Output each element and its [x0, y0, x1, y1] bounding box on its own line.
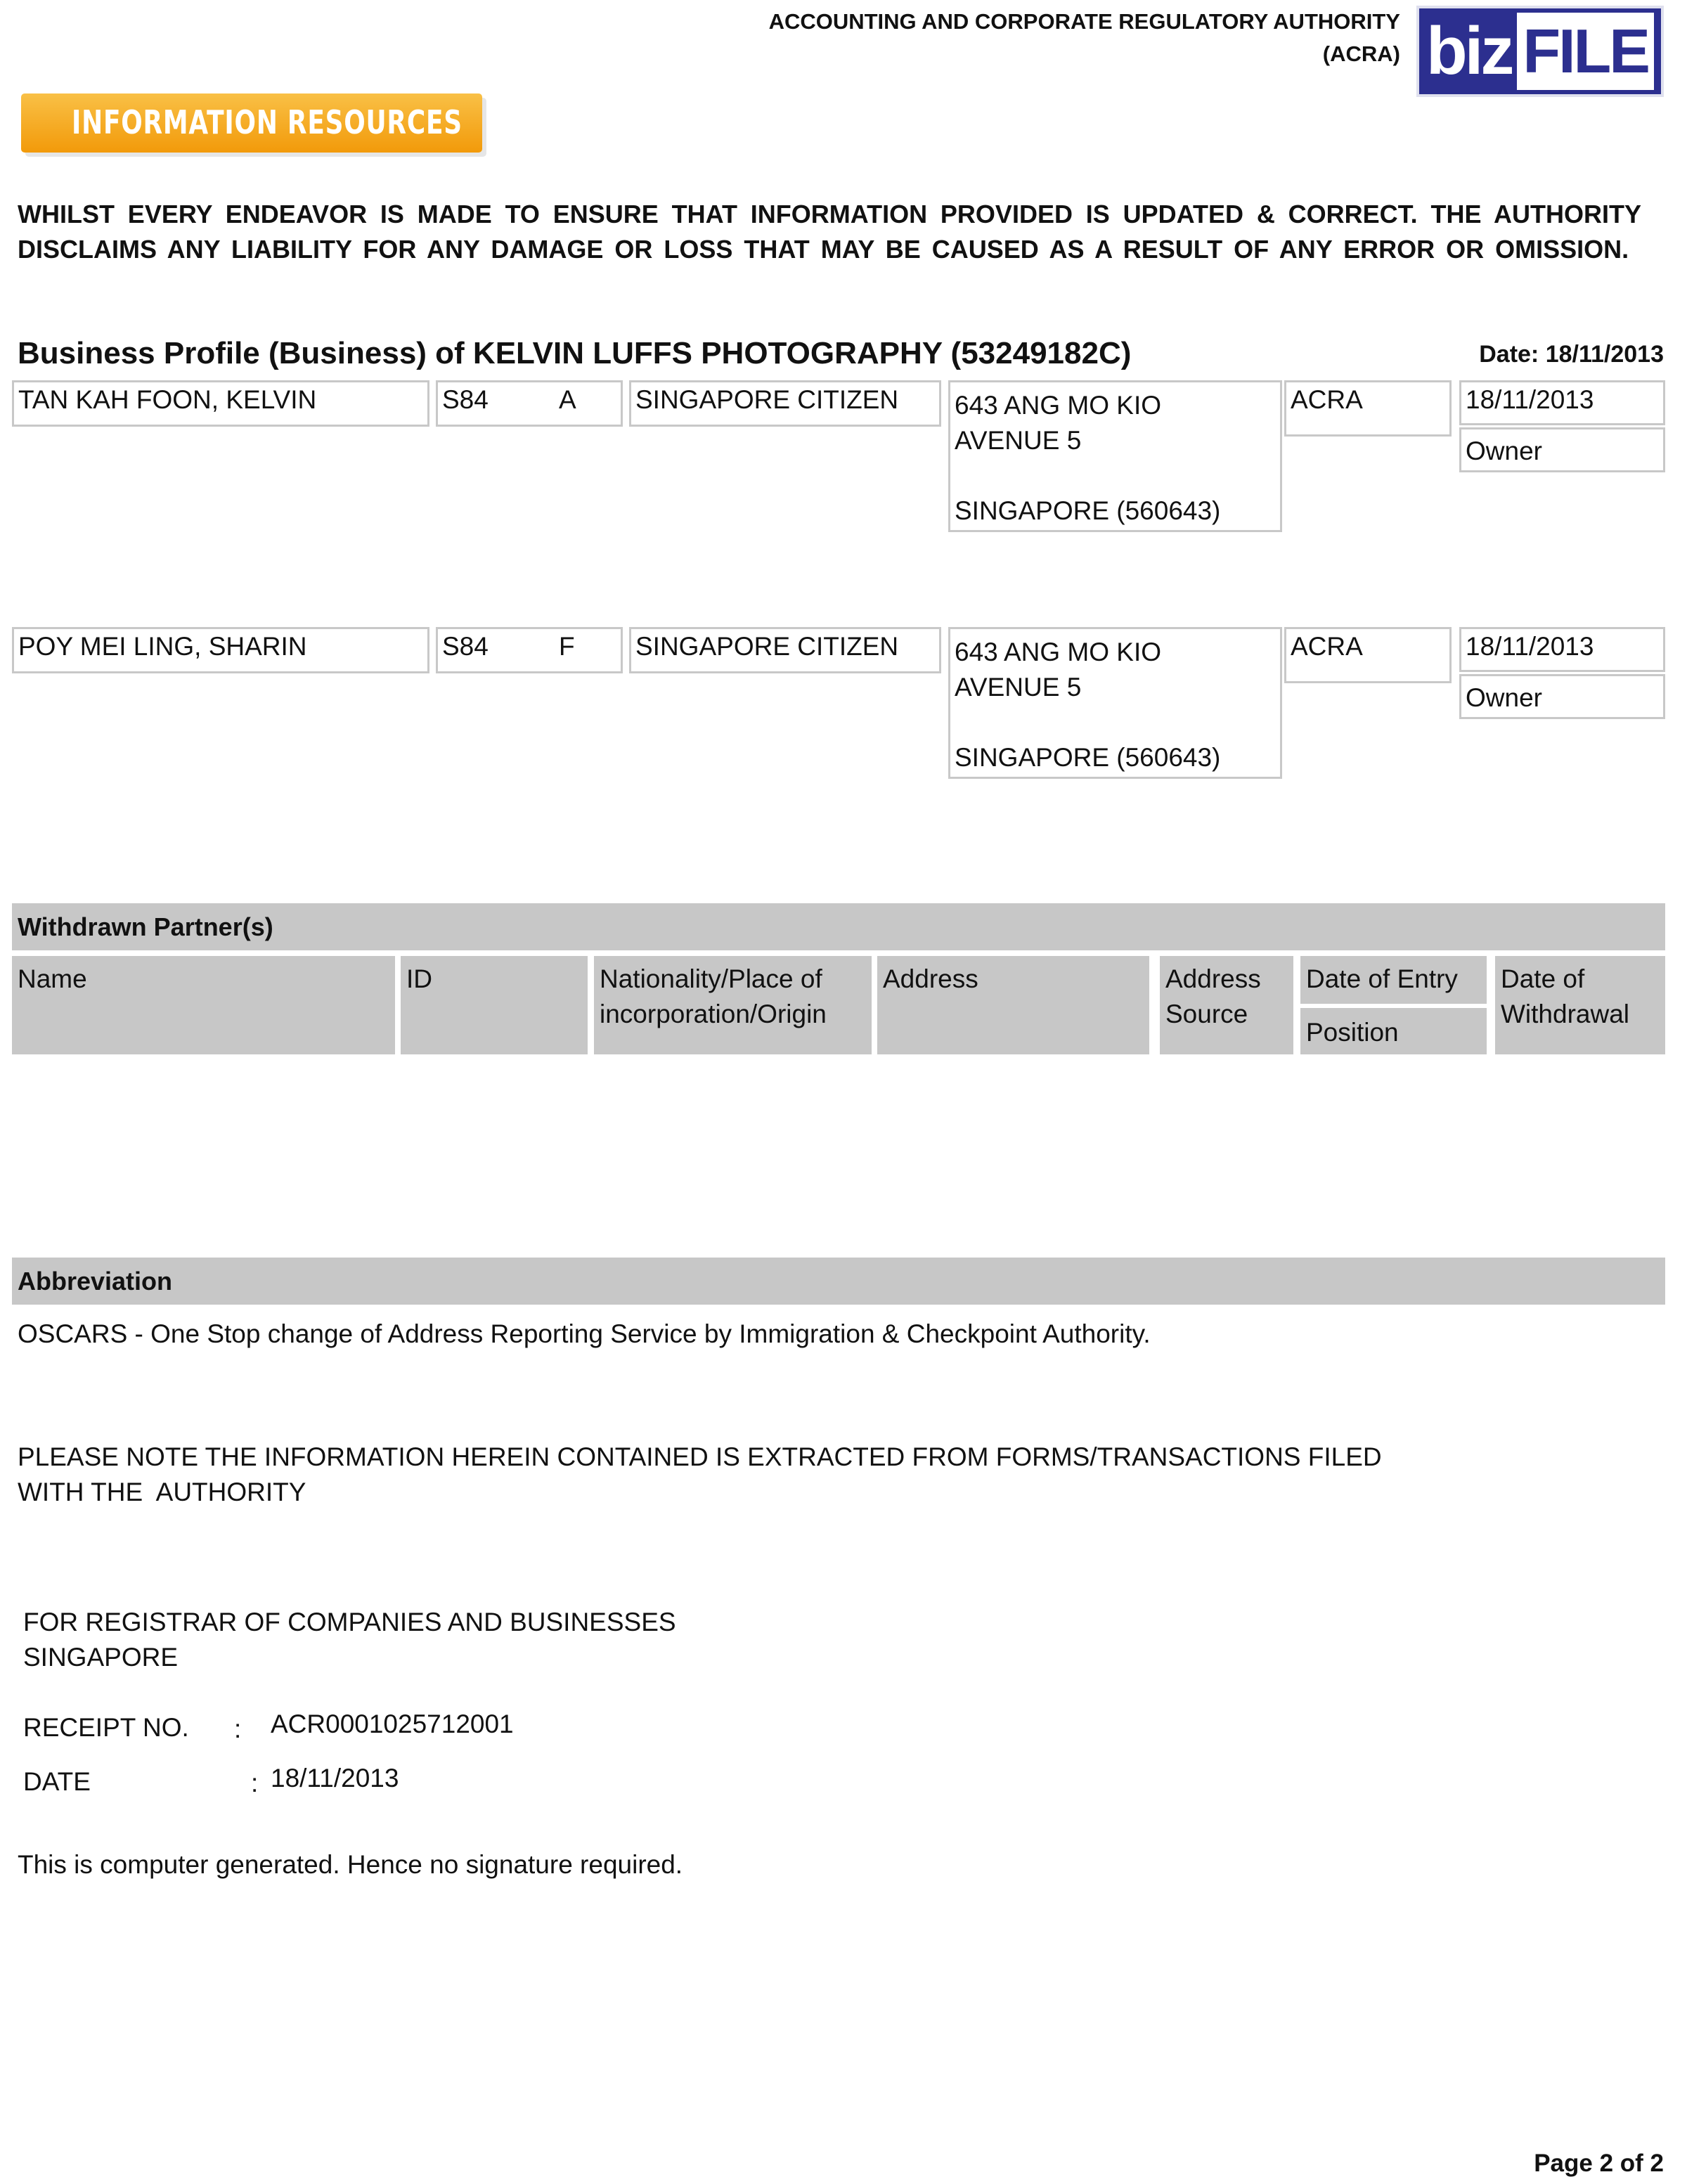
partner-id [436, 627, 623, 673]
partner-address [948, 627, 1282, 779]
page-number: Page 2 of 2 [1534, 2150, 1664, 2177]
date-label: DATE [23, 1767, 91, 1796]
partner-address [948, 380, 1282, 532]
column-header-date-of-entry: Date of Entry [1300, 956, 1487, 1004]
column-header-address-source-line-2: Source [1165, 1000, 1248, 1028]
bizfile-logo [1416, 6, 1664, 97]
partner-id-suffix: A [559, 385, 576, 414]
partner-address-source: ACRA [1284, 380, 1452, 437]
partner-nationality: SINGAPORE CITIZEN [629, 627, 941, 673]
registrar-line-2: SINGAPORE [23, 1643, 178, 1672]
partner-date-of-entry: 18/11/2013 [1459, 627, 1665, 672]
column-header-withdrawal-line-2: Withdrawal [1501, 1000, 1629, 1028]
report-date: Date: 18/11/2013 [1479, 341, 1664, 368]
address-line-2: AVENUE 5 [955, 673, 1082, 702]
banner-text: INFORMATION RESOURCES [72, 103, 463, 141]
logo-biz-text: biz [1426, 13, 1512, 89]
computer-generated-note: This is computer generated. Hence no signature required. [18, 1850, 683, 1879]
column-header-position: Position [1300, 1008, 1487, 1054]
partner-position: Owner [1459, 427, 1665, 472]
logo-file-text: FILE [1517, 13, 1654, 90]
address-line-1: 643 ANG MO KIO [955, 638, 1162, 666]
date-value: 18/11/2013 [271, 1764, 399, 1792]
receipt-number: ACR0001025712001 [271, 1710, 514, 1738]
receipt-colon: : [234, 1714, 242, 1743]
abbreviation-heading: Abbreviation [12, 1258, 1665, 1305]
note-line-2: WITH THE AUTHORITY [18, 1478, 306, 1506]
authority-line-1: ACCOUNTING AND CORPORATE REGULATORY AUTHORITY [768, 9, 1400, 34]
column-header-address-source-line-1: Address [1165, 964, 1261, 993]
partner-id-prefix: S84 [442, 385, 489, 414]
address-line-1: 643 ANG MO KIO [955, 391, 1162, 420]
address-line-2: AVENUE 5 [955, 426, 1082, 455]
address-line-3: SINGAPORE (560643) [955, 743, 1221, 772]
partner-nationality: SINGAPORE CITIZEN [629, 380, 941, 427]
disclaimer-text: WHILST EVERY ENDEAVOR IS MADE TO ENSURE THAT INFORMATION PROVIDED IS UPDATED & CORRECT. THE AUTHORITY DISCLAIMS ANY LIABILITY FOR ANY DAMAGE OR LOSS THAT MAY BE CAUSED AS A RESULT OF ANY ERROR OR OMISSION. [18, 200, 1641, 264]
information-resources-banner [21, 93, 482, 153]
abbreviation-text: OSCARS - One Stop change of Address Reporting Service by Immigration & Checkpoint Authority. [18, 1319, 1151, 1348]
note-line-1: PLEASE NOTE THE INFORMATION HEREIN CONTAINED IS EXTRACTED FROM FORMS/TRANSACTIONS FILED [18, 1442, 1382, 1471]
registrar-line-1: FOR REGISTRAR OF COMPANIES AND BUSINESSES [23, 1608, 676, 1636]
column-header-id: ID [401, 956, 588, 1054]
column-header-nationality-line-2: incorporation/Origin [600, 1000, 827, 1028]
column-header-nationality [594, 956, 872, 1054]
page-title: Business Profile (Business) of KELVIN LUFFS PHOTOGRAPHY (53249182C) [18, 336, 1132, 370]
withdrawn-partners-heading: Withdrawn Partner(s) [12, 903, 1665, 950]
partner-id-prefix: S84 [442, 632, 489, 661]
column-header-address-source [1160, 956, 1293, 1054]
partner-id-suffix: F [559, 632, 575, 661]
partner-position: Owner [1459, 674, 1665, 719]
column-header-address: Address [877, 956, 1149, 1054]
date-colon: : [251, 1769, 259, 1797]
column-header-date-of-withdrawal [1495, 956, 1665, 1054]
receipt-label: RECEIPT NO. [23, 1713, 189, 1742]
address-line-3: SINGAPORE (560643) [955, 496, 1221, 525]
partner-name: POY MEI LING, SHARIN [12, 627, 429, 673]
column-header-name: Name [12, 956, 395, 1054]
partner-id [436, 380, 623, 427]
column-header-withdrawal-line-1: Date of [1501, 964, 1585, 993]
authority-name [769, 6, 1400, 70]
partner-address-source: ACRA [1284, 627, 1452, 683]
partner-date-of-entry: 18/11/2013 [1459, 380, 1665, 425]
partner-name: TAN KAH FOON, KELVIN [12, 380, 429, 427]
authority-line-2: (ACRA) [1322, 41, 1400, 66]
column-header-nationality-line-1: Nationality/Place of [600, 964, 822, 993]
